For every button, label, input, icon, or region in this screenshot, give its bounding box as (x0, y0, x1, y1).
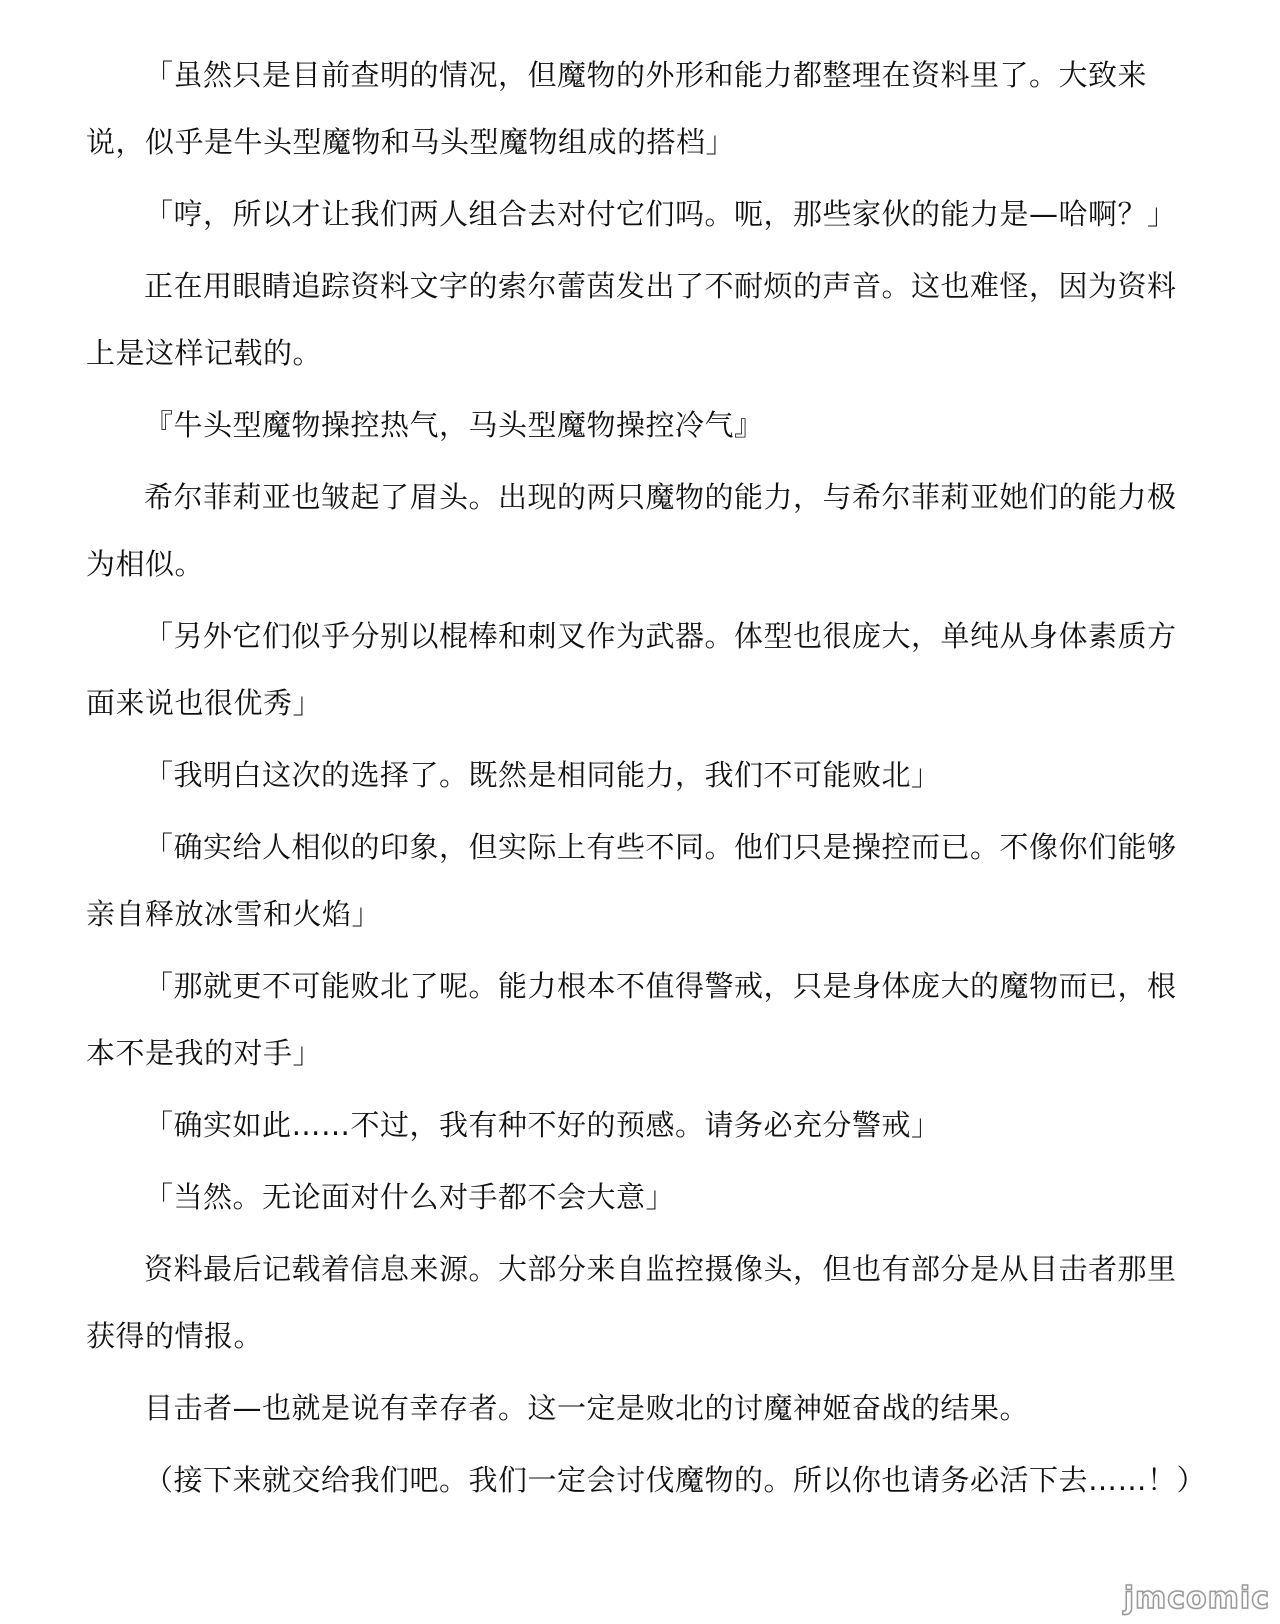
paragraph-4: 『牛头型魔物操控热气，马头型魔物操控冷气』 (144, 408, 764, 442)
paragraph-11: 「当然。无论面对什么对手都不会大意」 (144, 1180, 676, 1214)
paragraph-6: 「另外它们似乎分别以棍棒和刺叉作为武器。体型也很庞大，单纯从身体素质方面来说也很优秀」 (86, 619, 1177, 720)
paragraph-9: 「那就更不可能败北了呢。能力根本不值得警戒，只是身体庞大的魔物而已，根本不是我的对手」 (86, 969, 1177, 1070)
paragraph-5: 希尔菲莉亚也皱起了眉头。出现的两只魔物的能力，与希尔菲莉亚她们的能力极为相似。 (86, 480, 1177, 581)
paragraph-8: 「确实给人相似的印象，但实际上有些不同。他们只是操控而已。不像你们能够亲自释放冰雪和火焰」 (86, 830, 1177, 931)
paragraph-10: 「确实如此……不过，我有种不好的预感。请务必充分警戒」 (144, 1108, 941, 1142)
paragraph-3: 正在用眼睛追踪资料文字的索尔蕾茵发出了不耐烦的声音。这也难怪，因为资料上是这样记载的。 (86, 269, 1177, 370)
watermark-logo: jmcomic (1123, 1581, 1270, 1616)
paragraph-12: 资料最后记载着信息来源。大部分来自监控摄像头，但也有部分是从目击者那里获得的情报。 (86, 1252, 1177, 1353)
paragraph-14: （接下来就交给我们吧。我们一定会讨伐魔物的。所以你也请务必活下去……！） (144, 1463, 1207, 1497)
document-body (86, 42, 1207, 1519)
paragraph-7: 「我明白这次的选择了。既然是相同能力，我们不可能败北」 (144, 758, 941, 792)
paragraph-1: 「虽然只是目前查明的情况，但魔物的外形和能力都整理在资料里了。大致来说，似乎是牛头型魔物和马头型魔物组成的搭档」 (86, 58, 1148, 159)
paragraph-2: 「哼，所以才让我们两人组合去对付它们吗。呃，那些家伙的能力是—哈啊？」 (144, 197, 1177, 231)
paragraph-13: 目击者—也就是说有幸存者。这一定是败北的讨魔神姬奋战的结果。 (144, 1391, 1030, 1425)
